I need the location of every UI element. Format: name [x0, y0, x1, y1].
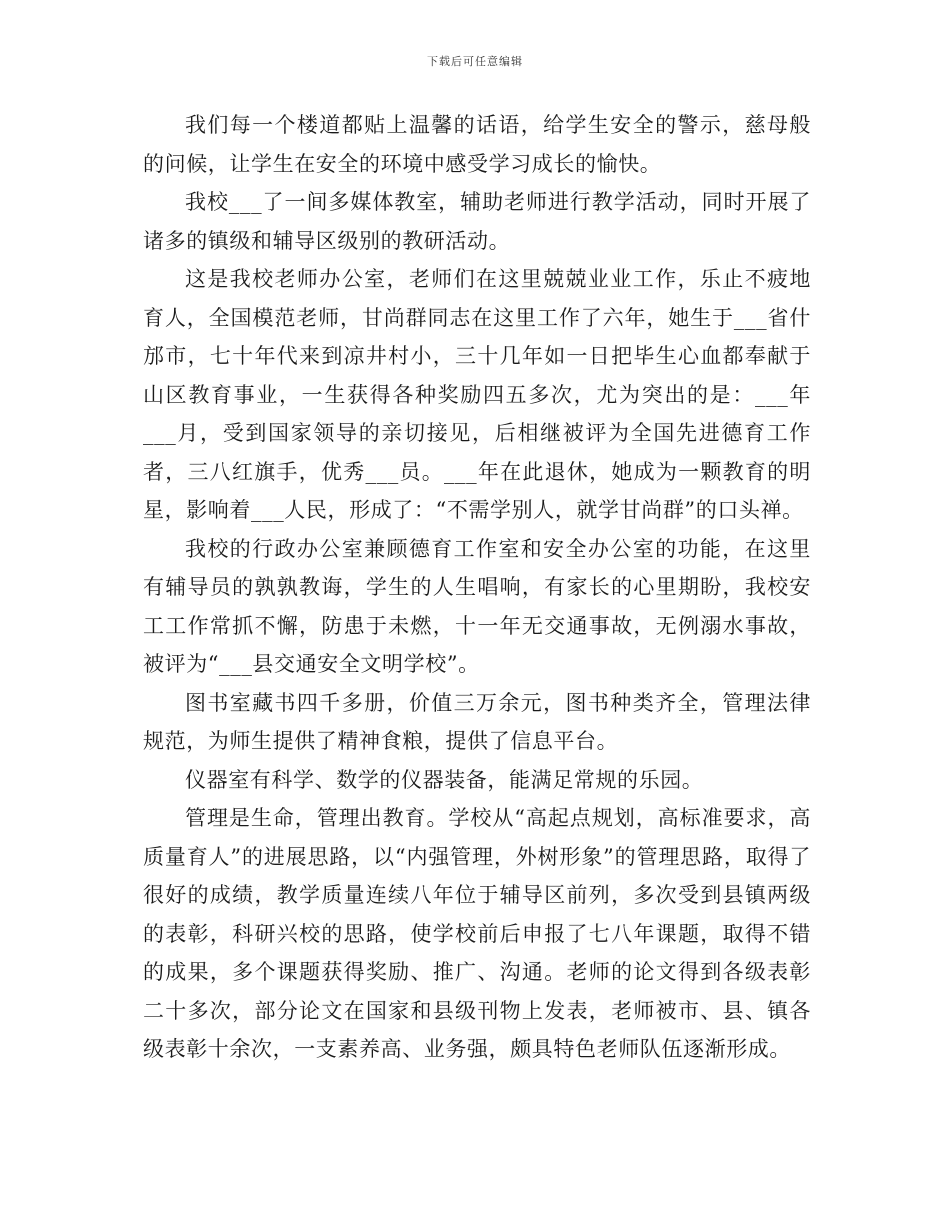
paragraph-multimedia-room: 我校___了一间多媒体教室，辅助老师进行教学活动，同时开展了诸多的镇级和辅导区级别的教研活动。 — [143, 190, 811, 253]
paragraph-library: 图书室藏书四千多册，价值三万余元，图书种类齐全，管理法律规范，为师生提供了精神食粮，提供了信息平台。 — [143, 690, 811, 753]
document-body — [143, 106, 811, 1069]
paragraph-management: 管理是生命，管理出教育。学校从“高起点规划，高标准要求，高质量育人”的进展思路，以“内强管理，外树形象”的管理思路，取得了很好的成绩，教学质量连续八年位于辅导区前列，多次受到县镇两级的表彰，科研兴校的思路，使学校前后申报了七八年课题，取得不错的成果，多个课题获得奖励、推广、沟通。老师的论文得到各级表彰二十多次，部分论文在国家和县级刊物上发表，老师被市、县、镇各级表彰十余次，一支素养高、业务强，颇具特色老师队伍逐渐形成。 — [143, 806, 811, 1061]
paragraph-instrument-room: 仪器室有科学、数学的仪器装备，能满足常规的乐园。 — [185, 767, 704, 792]
paragraph-teacher-office: 这是我校老师办公室，老师们在这里兢兢业业工作，乐止不疲地育人，全国模范老师，甘尚群同志在这里工作了六年，她生于___省什邡市，七十年代来到凉井村小，三十几年如一日把毕生心血都奉献于山区教育事业，一生获得各种奖励四五多次，尤为突出的是：___年___月，受到国家领导的亲切接见，后相继被评为全国先进德育工作者，三八红旗手，优秀___员。___年在此退休，她成为一颗教育的明星，影响着___人民，形成了：“不需学别人，就学甘尚群”的口头禅。 — [143, 267, 811, 522]
paragraph-admin-office: 我校的行政办公室兼顾德育工作室和安全办公室的功能，在这里有辅导员的孰孰教诲，学生的人生唱响，有家长的心里期盼，我校安工工作常抓不懈，防患于未燃，十一年无交通事故，无例溺水事故，被评为“___县交通安全文明学校”。 — [143, 536, 811, 676]
page-header: 下载后可任意编辑 — [427, 55, 523, 68]
paragraph-corridor: 我们每一个楼道都贴上温馨的话语，给学生安全的警示，慈母般的问候，让学生在安全的环境中感受学习成长的愉快。 — [143, 113, 811, 176]
